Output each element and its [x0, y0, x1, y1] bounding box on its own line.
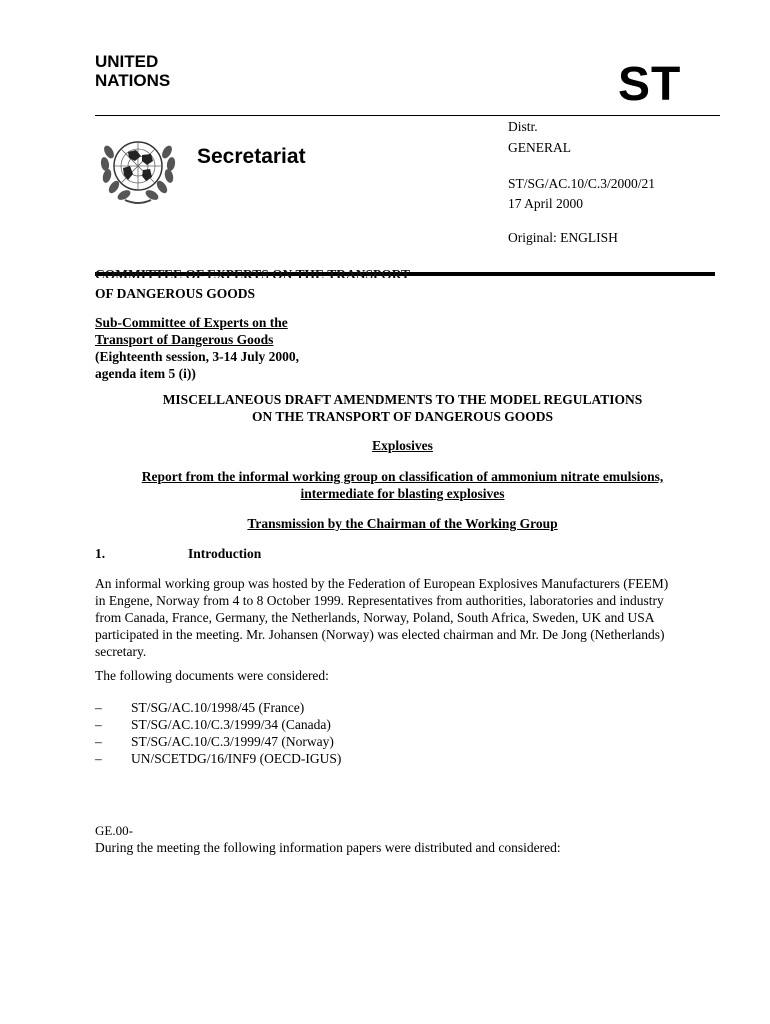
- document-symbol: ST/SG/AC.10/C.3/2000/21: [508, 176, 656, 191]
- documents-intro: The following documents were considered:: [95, 668, 329, 683]
- list-item: [95, 699, 341, 716]
- document-series-symbol: ST: [618, 58, 682, 111]
- para1-line-1: An informal working group was hosted by the Federation of European Explosives Manufacturers (FEEM): [95, 576, 669, 591]
- document-reference-item: ST/SG/AC.10/C.3/1999/47 (Norway): [131, 734, 334, 749]
- main-title-line-1: MISCELLANEOUS DRAFT AMENDMENTS TO THE MODEL REGULATIONS: [162, 392, 643, 407]
- distribution-value: GENERAL: [508, 140, 571, 155]
- secretariat-label: Secretariat: [197, 145, 306, 168]
- para1-line-3: from Canada, France, Germany, the Netherlands, Norway, Poland, South Africa, Sweden, UK and USA: [95, 610, 655, 625]
- para1-line-5: secretary.: [95, 644, 147, 659]
- committee-line-1: COMMITTEE OF EXPERTS ON THE TRANSPORT: [95, 269, 410, 278]
- list-dash: –: [95, 734, 102, 749]
- transmission-note: Transmission by the Chairman of the Working Group: [247, 516, 558, 531]
- list-item: [95, 750, 341, 767]
- topic-heading: Explosives: [372, 438, 433, 453]
- subcommittee-block: [95, 314, 299, 382]
- un-emblem-icon: [95, 128, 181, 206]
- documents-list: [95, 699, 341, 767]
- distr-label: Distr.: [508, 119, 538, 134]
- list-dash: –: [95, 717, 102, 732]
- report-title-line-2: intermediate for blasting explosives: [300, 486, 505, 501]
- information-papers-intro: During the meeting the following information papers were distributed and considered:: [95, 840, 561, 855]
- ge-code: GE.00-: [95, 823, 133, 838]
- organization-name: [95, 52, 170, 90]
- document-reference-item: ST/SG/AC.10/1998/45 (France): [131, 700, 305, 715]
- original-language: Original: ENGLISH: [508, 230, 618, 245]
- section-number: 1.: [95, 546, 106, 561]
- main-title-line-2: ON THE TRANSPORT OF DANGEROUS GOODS: [252, 409, 553, 424]
- org-line-1: UNITED: [95, 52, 159, 71]
- document-reference-item: ST/SG/AC.10/C.3/1999/34 (Canada): [131, 717, 331, 732]
- distribution-block: [508, 118, 571, 156]
- committee-line-1-clipped: [95, 269, 431, 278]
- document-reference-item: UN/SCETDG/16/INF9 (OECD-IGUS): [131, 751, 342, 766]
- list-item: [95, 716, 341, 733]
- org-line-2: NATIONS: [95, 71, 171, 90]
- document-reference: [508, 175, 655, 212]
- list-dash: –: [95, 700, 102, 715]
- report-title-line-1: Report from the informal working group on classification of ammonium nitrate emulsions,: [141, 469, 664, 484]
- list-item: [95, 733, 341, 750]
- subcommittee-line-3: (Eighteenth session, 3-14 July 2000,: [95, 349, 300, 364]
- header-rule: [95, 115, 720, 116]
- committee-line-2: OF DANGEROUS GOODS: [95, 286, 256, 301]
- subcommittee-line-1: Sub-Committee of Experts on the: [95, 315, 288, 330]
- para1-line-2: in Engene, Norway from 4 to 8 October 1999. Representatives from authorities, laboratories and industry: [95, 593, 664, 608]
- document-date: 17 April 2000: [508, 196, 584, 211]
- main-title: [95, 391, 710, 425]
- introduction-paragraph: [95, 575, 715, 660]
- list-dash: –: [95, 751, 102, 766]
- section-heading: Introduction: [188, 546, 262, 561]
- subcommittee-line-2: Transport of Dangerous Goods: [95, 332, 274, 347]
- para1-line-4: participated in the meeting. Mr. Johansen (Norway) was elected chairman and Mr. De Jong (Netherlands): [95, 627, 665, 642]
- report-title: [95, 468, 710, 502]
- subcommittee-line-4: agenda item 5 (i)): [95, 366, 196, 381]
